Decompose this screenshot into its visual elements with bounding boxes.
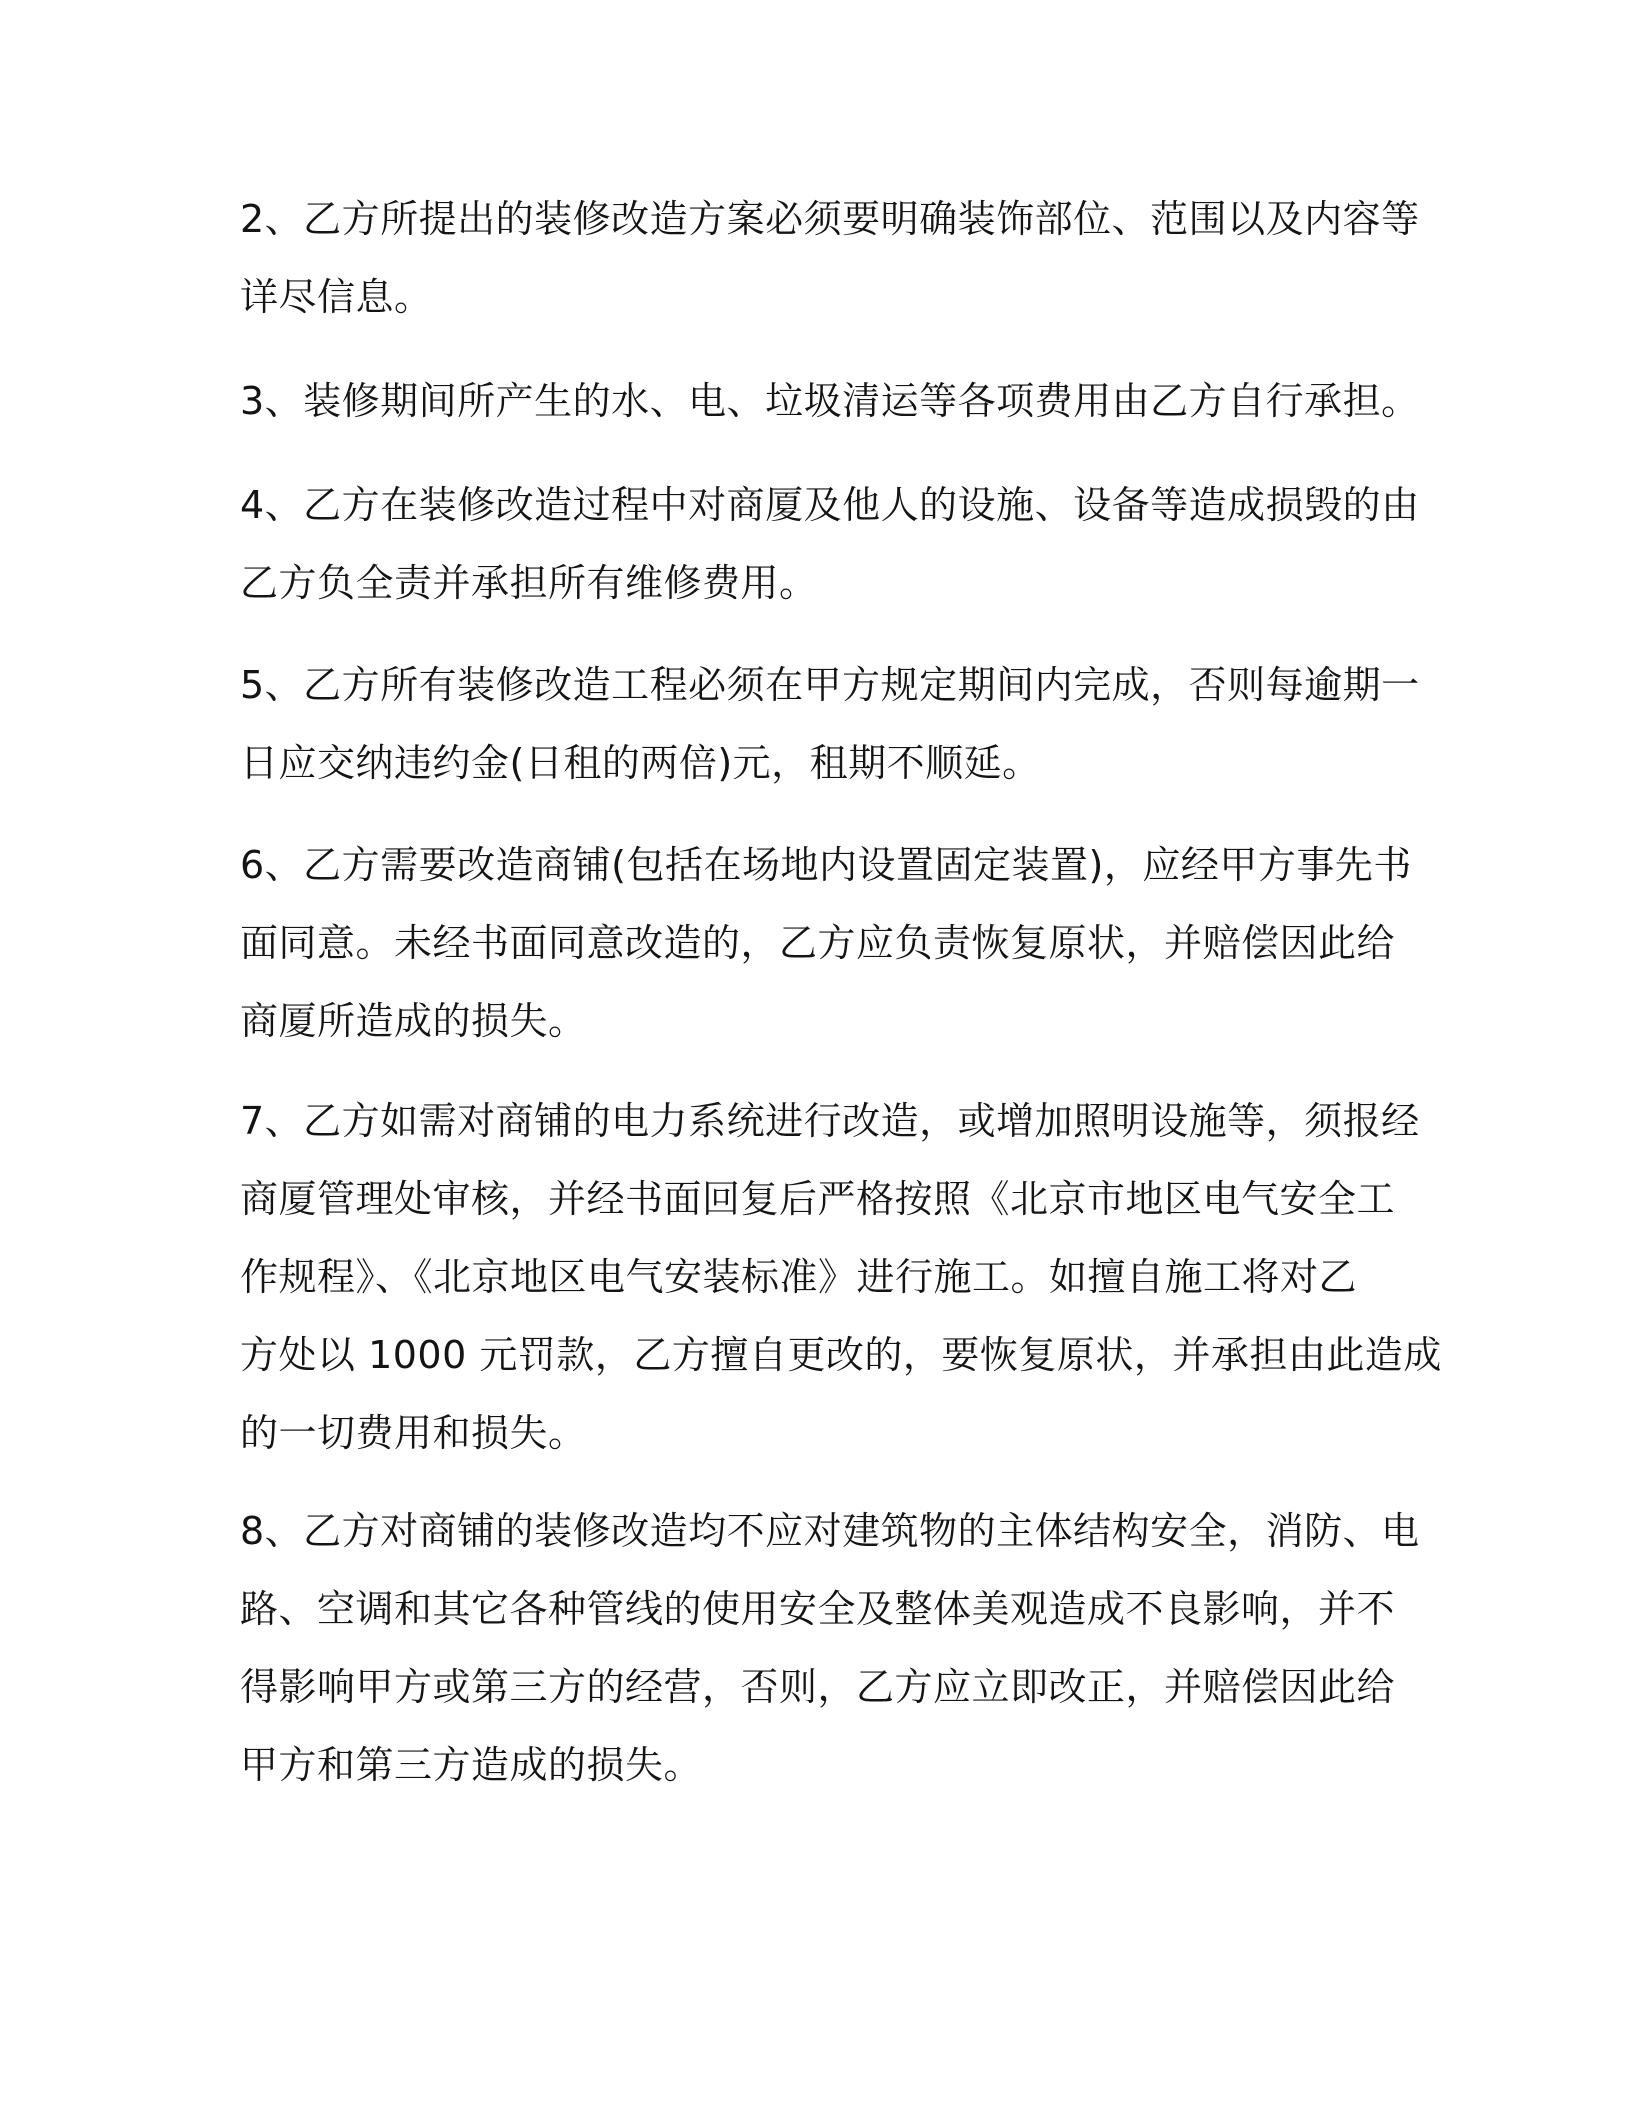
- clause-line: 方处以 1000 元罚款，乙方擅自更改的，要恢复原状，并承担由此造成: [240, 1333, 1442, 1377]
- clause-line: 7、乙方如需对商铺的电力系统进行改造，或增加照明设施等，须报经: [240, 1099, 1420, 1143]
- clause-line: 2、乙方所提出的装修改造方案必须要明确装饰部位、范围以及内容等: [240, 197, 1420, 241]
- clause-line: 路、空调和其它各种管线的使用安全及整体美观造成不良影响，并不: [240, 1587, 1396, 1631]
- clause-line: 得影响甲方或第三方的经营，否则，乙方应立即改正，并赔偿因此给: [240, 1665, 1396, 1709]
- clause-3: [240, 362, 1420, 440]
- clause-line: 3、装修期间所产生的水、电、垃圾清运等各项费用由乙方自行承担。: [240, 379, 1420, 423]
- clause-6: [240, 826, 1412, 1060]
- clause-line: 详尽信息。: [240, 275, 433, 319]
- clause-line: 8、乙方对商铺的装修改造均不应对建筑物的主体结构安全，消防、电: [240, 1509, 1420, 1553]
- clause-line: 甲方和第三方造成的损失。: [240, 1743, 703, 1787]
- clause-line: 日应交纳违约金(日租的两倍)元，租期不顺延。: [240, 741, 1041, 785]
- clause-8: [240, 1492, 1420, 1804]
- clause-line: 面同意。未经书面同意改造的，乙方应负责恢复原状，并赔偿因此给: [240, 921, 1396, 965]
- clause-line: 乙方负全责并承担所有维修费用。: [240, 561, 818, 605]
- clause-line: 4、乙方在装修改造过程中对商厦及他人的设施、设备等造成损毁的由: [240, 483, 1420, 527]
- clause-line: 6、乙方需要改造商铺(包括在场地内设置固定装置)，应经甲方事先书: [240, 843, 1412, 887]
- clause-line: 作规程》、《北京地区电气安装标准》进行施工。如擅自施工将对乙: [240, 1255, 1358, 1299]
- clause-2: [240, 180, 1420, 336]
- clause-5: [240, 646, 1420, 802]
- clause-line: 的一切费用和损失。: [240, 1411, 587, 1455]
- clause-line: 商厦所造成的损失。: [240, 999, 587, 1043]
- clause-4: [240, 466, 1420, 622]
- clause-7: [240, 1082, 1442, 1472]
- clause-line: 商厦管理处审核，并经书面回复后严格按照《北京市地区电气安全工: [240, 1177, 1396, 1221]
- clause-line: 5、乙方所有装修改造工程必须在甲方规定期间内完成，否则每逾期一: [240, 663, 1420, 707]
